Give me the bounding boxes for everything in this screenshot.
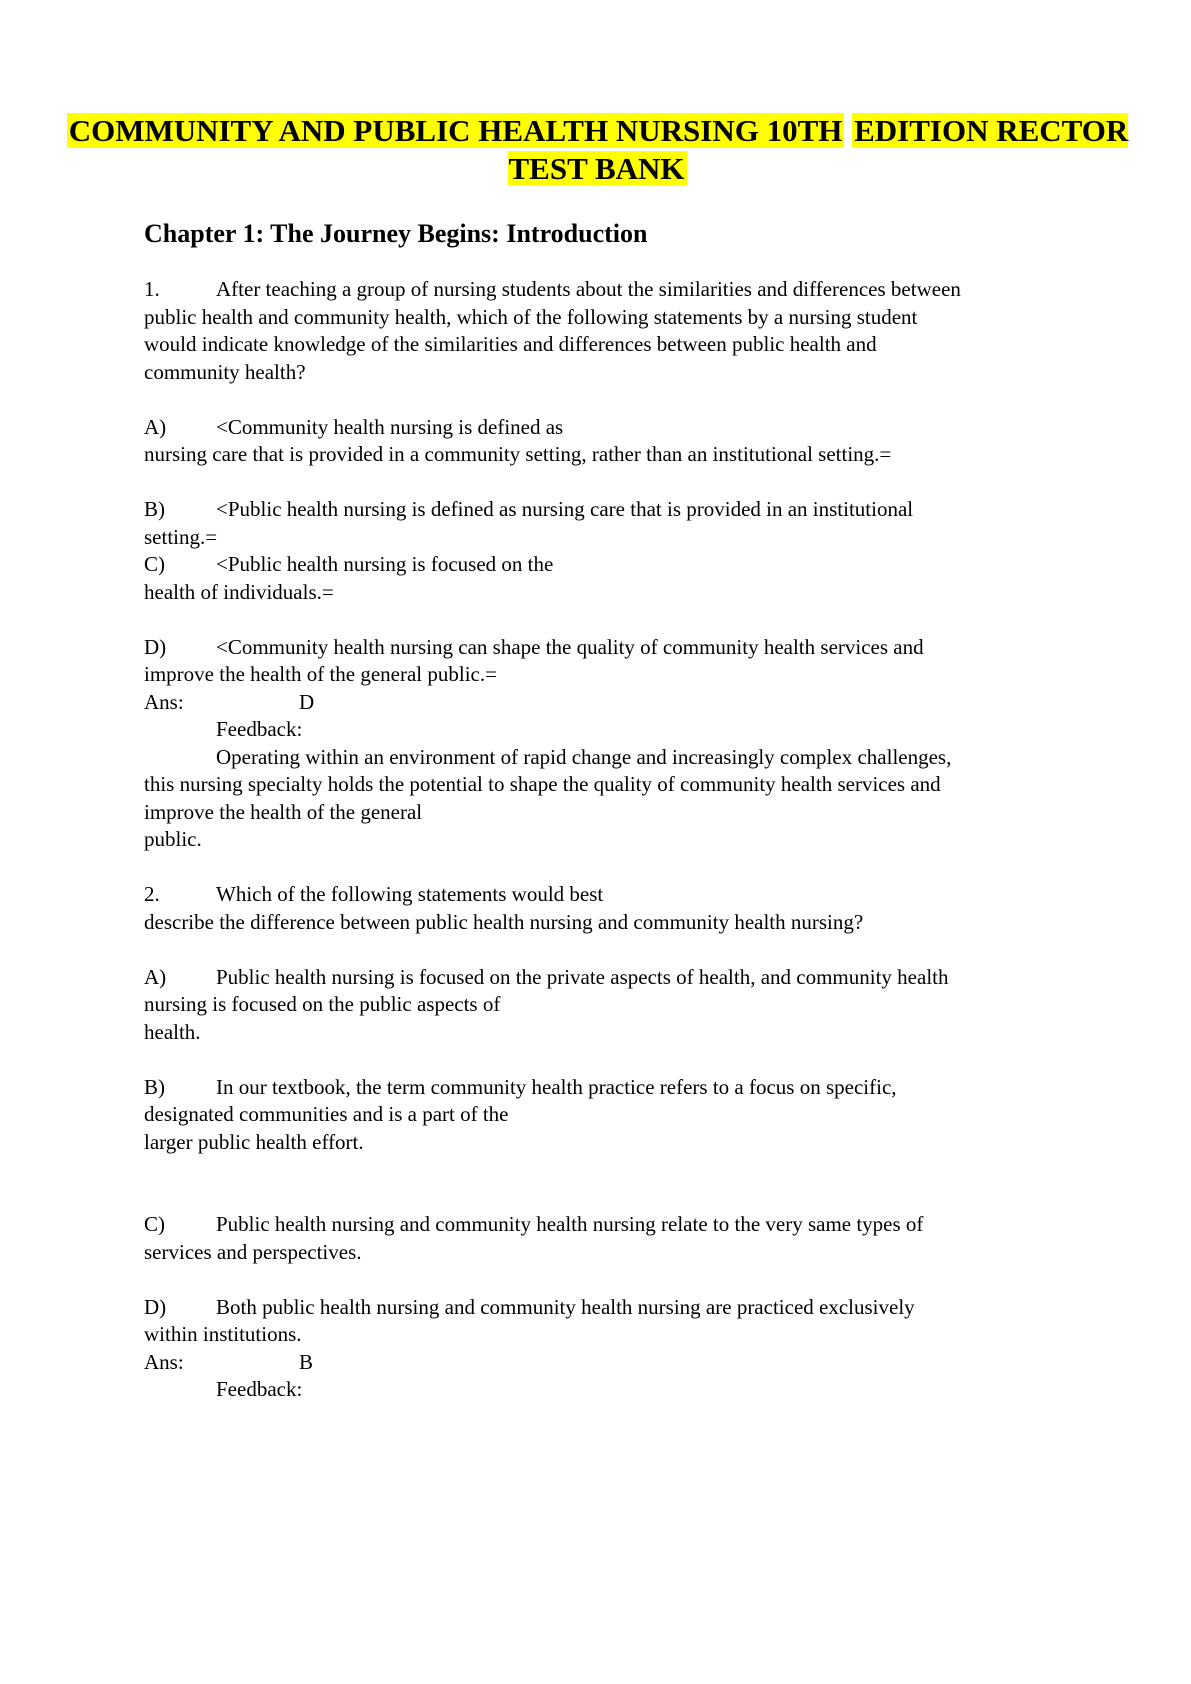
- answer-value: D: [299, 689, 315, 714]
- option-a: A) Public health nursing is focused on the private aspects of health, and community health: [144, 964, 1084, 992]
- option-label: A): [144, 414, 167, 439]
- option-text-line: nursing is focused on the public aspects of: [144, 992, 501, 1016]
- answer-label: Ans:: [144, 689, 184, 714]
- feedback-text-line: Operating within an environment of rapid change and increasingly complex challenges,: [216, 744, 952, 769]
- document-title: [40, 112, 1155, 188]
- option-text-line: larger public health effort.: [144, 1129, 364, 1154]
- option-text-line: within institutions.: [144, 1322, 302, 1346]
- option-b: B) <Public health nursing is defined as nursing care that is provided in an institutional: [144, 496, 1084, 524]
- option-text-line: nursing care that is provided in a community setting, rather than an institutional setting.=: [144, 442, 892, 466]
- option-text-line: health of individuals.=: [144, 579, 334, 604]
- question-1: [144, 276, 1084, 881]
- question-stem-line: 2. Which of the following statements would best: [144, 881, 1084, 909]
- option-label: B): [144, 1074, 165, 1099]
- option-text-line: designated communities and is a part of the: [144, 1102, 509, 1126]
- option-c: C) <Public health nursing is focused on the: [144, 551, 1084, 579]
- title-highlight-1: COMMUNITY AND PUBLIC HEALTH NURSING 10TH: [68, 113, 843, 148]
- option-c: C) Public health nursing and community health nursing relate to the very same types of: [144, 1211, 1084, 1239]
- question-stem-line: would indicate knowledge of the similarities and differences between public health and: [144, 332, 877, 356]
- question-number: 2.: [144, 882, 160, 906]
- answer-value: B: [299, 1349, 314, 1374]
- option-label: D): [144, 1294, 167, 1319]
- feedback-label-line: [144, 1376, 1084, 1404]
- option-d: D) Both public health nursing and community health nursing are practiced exclusively: [144, 1294, 1084, 1322]
- option-label: C): [144, 552, 165, 576]
- answer-line: [144, 1349, 1084, 1377]
- feedback-label: Feedback:: [216, 1377, 303, 1401]
- feedback-label-line: [144, 716, 1084, 744]
- title-highlight-2: EDITION RECTOR TEST BANK: [508, 113, 1129, 186]
- option-label: A): [144, 964, 167, 989]
- answer-label: Ans:: [144, 1349, 184, 1374]
- question-stem-line: 1. After teaching a group of nursing students about the similarities and differences between: [144, 276, 1084, 304]
- option-text-line: improve the health of the general public.=: [144, 662, 497, 686]
- chapter-heading: Chapter 1: The Journey Begins: Introduction: [144, 219, 648, 248]
- question-stem-line: public health and community health, which of the following statements by a nursing student: [144, 304, 918, 329]
- option-text-line: health.: [144, 1019, 201, 1044]
- option-label: B): [144, 497, 165, 521]
- question-list: [144, 276, 1084, 1404]
- feedback-text-line: public.: [144, 827, 202, 851]
- option-a: A) <Community health nursing is defined as: [144, 414, 1084, 442]
- option-label: D): [144, 634, 167, 659]
- option-d: D) <Community health nursing can shape the quality of community health services and: [144, 634, 1084, 662]
- option-b: B) In our textbook, the term community health practice refers to a focus on specific,: [144, 1074, 1084, 1102]
- option-text-line: services and perspectives.: [144, 1239, 362, 1264]
- option-label: C): [144, 1212, 165, 1236]
- question-number: 1.: [144, 277, 160, 301]
- feedback-text-line: improve the health of the general: [144, 799, 423, 824]
- question-stem-line: describe the difference between public health nursing and community health nursing?: [144, 909, 864, 934]
- feedback-label: Feedback:: [216, 717, 303, 741]
- feedback-text-line: this nursing specialty holds the potential to shape the quality of community health services and: [144, 772, 941, 796]
- question-stem-line: community health?: [144, 359, 306, 384]
- question-2: [144, 881, 1084, 1404]
- option-text-line: setting.=: [144, 524, 218, 549]
- answer-line: [144, 689, 1084, 717]
